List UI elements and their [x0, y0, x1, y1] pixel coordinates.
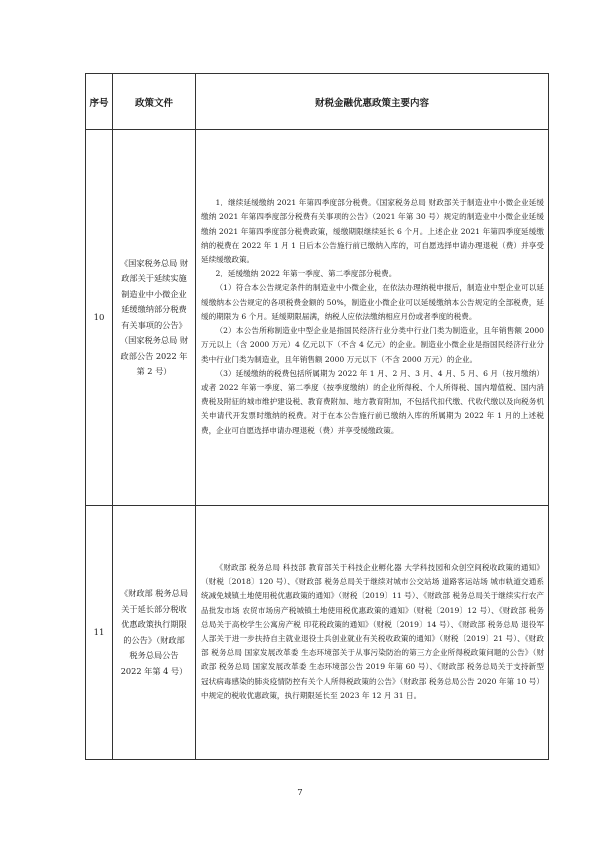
table-row: [86, 506, 549, 760]
content-paragraph: 2．延缓缴纳 2022 年第一季度、第二季度部分税费。: [215, 269, 397, 279]
row-number: 10: [86, 130, 113, 506]
table-header-row: [86, 74, 549, 130]
policy-table: [85, 73, 549, 760]
policy-document-title: 《财政部 税务总局关于延长部分税收优惠政策执行期限的公告》（财政部 税务总局公告 2022 年第 4 号）: [113, 506, 196, 760]
policy-content: [196, 506, 549, 760]
content-paragraph: 1．继续延缓缴纳 2021 年第四季度部分税费。《国家税务总局 财政部关于制造业中小微企业延缓缴纳 2021 年第四季度部分税费有关事项的公告》（2021 年第 30 号）规定的制造业中小微企业延缓缴纳 2021 年第四季度部分税费政策，缓缴期限继续延长 6 个月。上述企业 2021 年第四季度延缓缴纳的税费在 2022 年 1 月 1 日后本公告施行前已缴纳入库的，可自愿选择申请办理退税（费）并享受延续缓缴政策。: [201, 198, 544, 265]
row-number: 11: [86, 506, 113, 760]
header-content: 财税金融优惠政策主要内容: [196, 74, 549, 130]
content-paragraph: （2）本公告所称制造业中型企业是指国民经济行业分类中行业门类为制造业，且年销售额 2000 万元以上（含 2000 万元）4 亿元以下（不含 4 亿元）的企业。制造业小微企业是指国民经济行业分类中行业门类为制造业，且年销售额 2000 万元以下（不含 2000 万元）的企业。: [201, 326, 544, 364]
header-number: 序号: [86, 74, 113, 130]
policy-document-title: 《国家税务总局 财政部关于延续实施制造业中小微企业延缓缴纳部分税费有关事项的公告》（国家税务总局 财政部公告 2022 年第 2 号）: [113, 130, 196, 506]
header-document: 政策文件: [113, 74, 196, 130]
table-row: [86, 130, 549, 506]
content-paragraph: 《财政部 税务总局 科技部 教育部关于科技企业孵化器 大学科技园和众创空间税收政策的通知》（财税〔2018〕120 号）、《财政部 税务总局关于继续对城市公交站场 道路客运站场 城市轨道交通系统减免城镇土地使用税优惠政策的通知》（财税〔2019〕11 号）、《财政部 税务总局关于继续实行农产品批发市场 农贸市场房产税城镇土地使用税优惠政策的通知》（财税〔2019〕12 号）、《财政部 税务总局关于高校学生公寓房产税 印花税政策的通知》（财税〔2019〕14 号）、《财政部 税务总局 退役军人部关于进一步扶持自主就业退役士兵创业就业有关税收政策的通知》（财税〔2019〕21 号）、《财政部 税务总局 国家发展改革委 生态环境部关于从事污染防治的第三方企业所得税政策问题的公告》（财政部 税务总局 国家发展改革委 生态环境部公告 2019 年第 60 号）、《财政部 税务总局关于支持新型冠状病毒感染的肺炎疫情防控有关个人所得税政策的公告》（财政部 税务总局公告 2020 年第 10 号）中规定的税收优惠政策，执行期限延长至 2023 年 12 月 31 日。: [201, 562, 544, 700]
content-paragraph: （1）符合本公告规定条件的制造业中小微企业，在依法办理纳税申报后，制造业中型企业可以延缓缴纳本公告规定的各项税费金额的 50%，制造业小微企业可以延缓缴纳本公告规定的全部税费，延缓的期限为 6 个月。延缓期限届满，纳税人应依法缴纳相应月份或者季度的税费。: [201, 283, 544, 321]
content-paragraph: （3）延缓缴纳的税费包括所属期为 2022 年 1 月、2 月、3 月、4 月、5 月、6 月（按月缴纳）或者 2022 年第一季度、第二季度（按季度缴纳）的企业所得税、个人所得税、国内增值税、国内消费税及附征的城市维护建设税、教育费附加、地方教育附加，不包括代扣代缴、代收代缴以及向税务机关申请代开发票时缴纳的税费。对于在本公告施行前已缴纳入库的所属期为 2022 年 1 月的上述税费，企业可自愿选择申请办理退税（费）并享受缓缴政策。: [201, 368, 544, 435]
page-number: 7: [297, 788, 303, 798]
policy-content: [196, 130, 549, 506]
